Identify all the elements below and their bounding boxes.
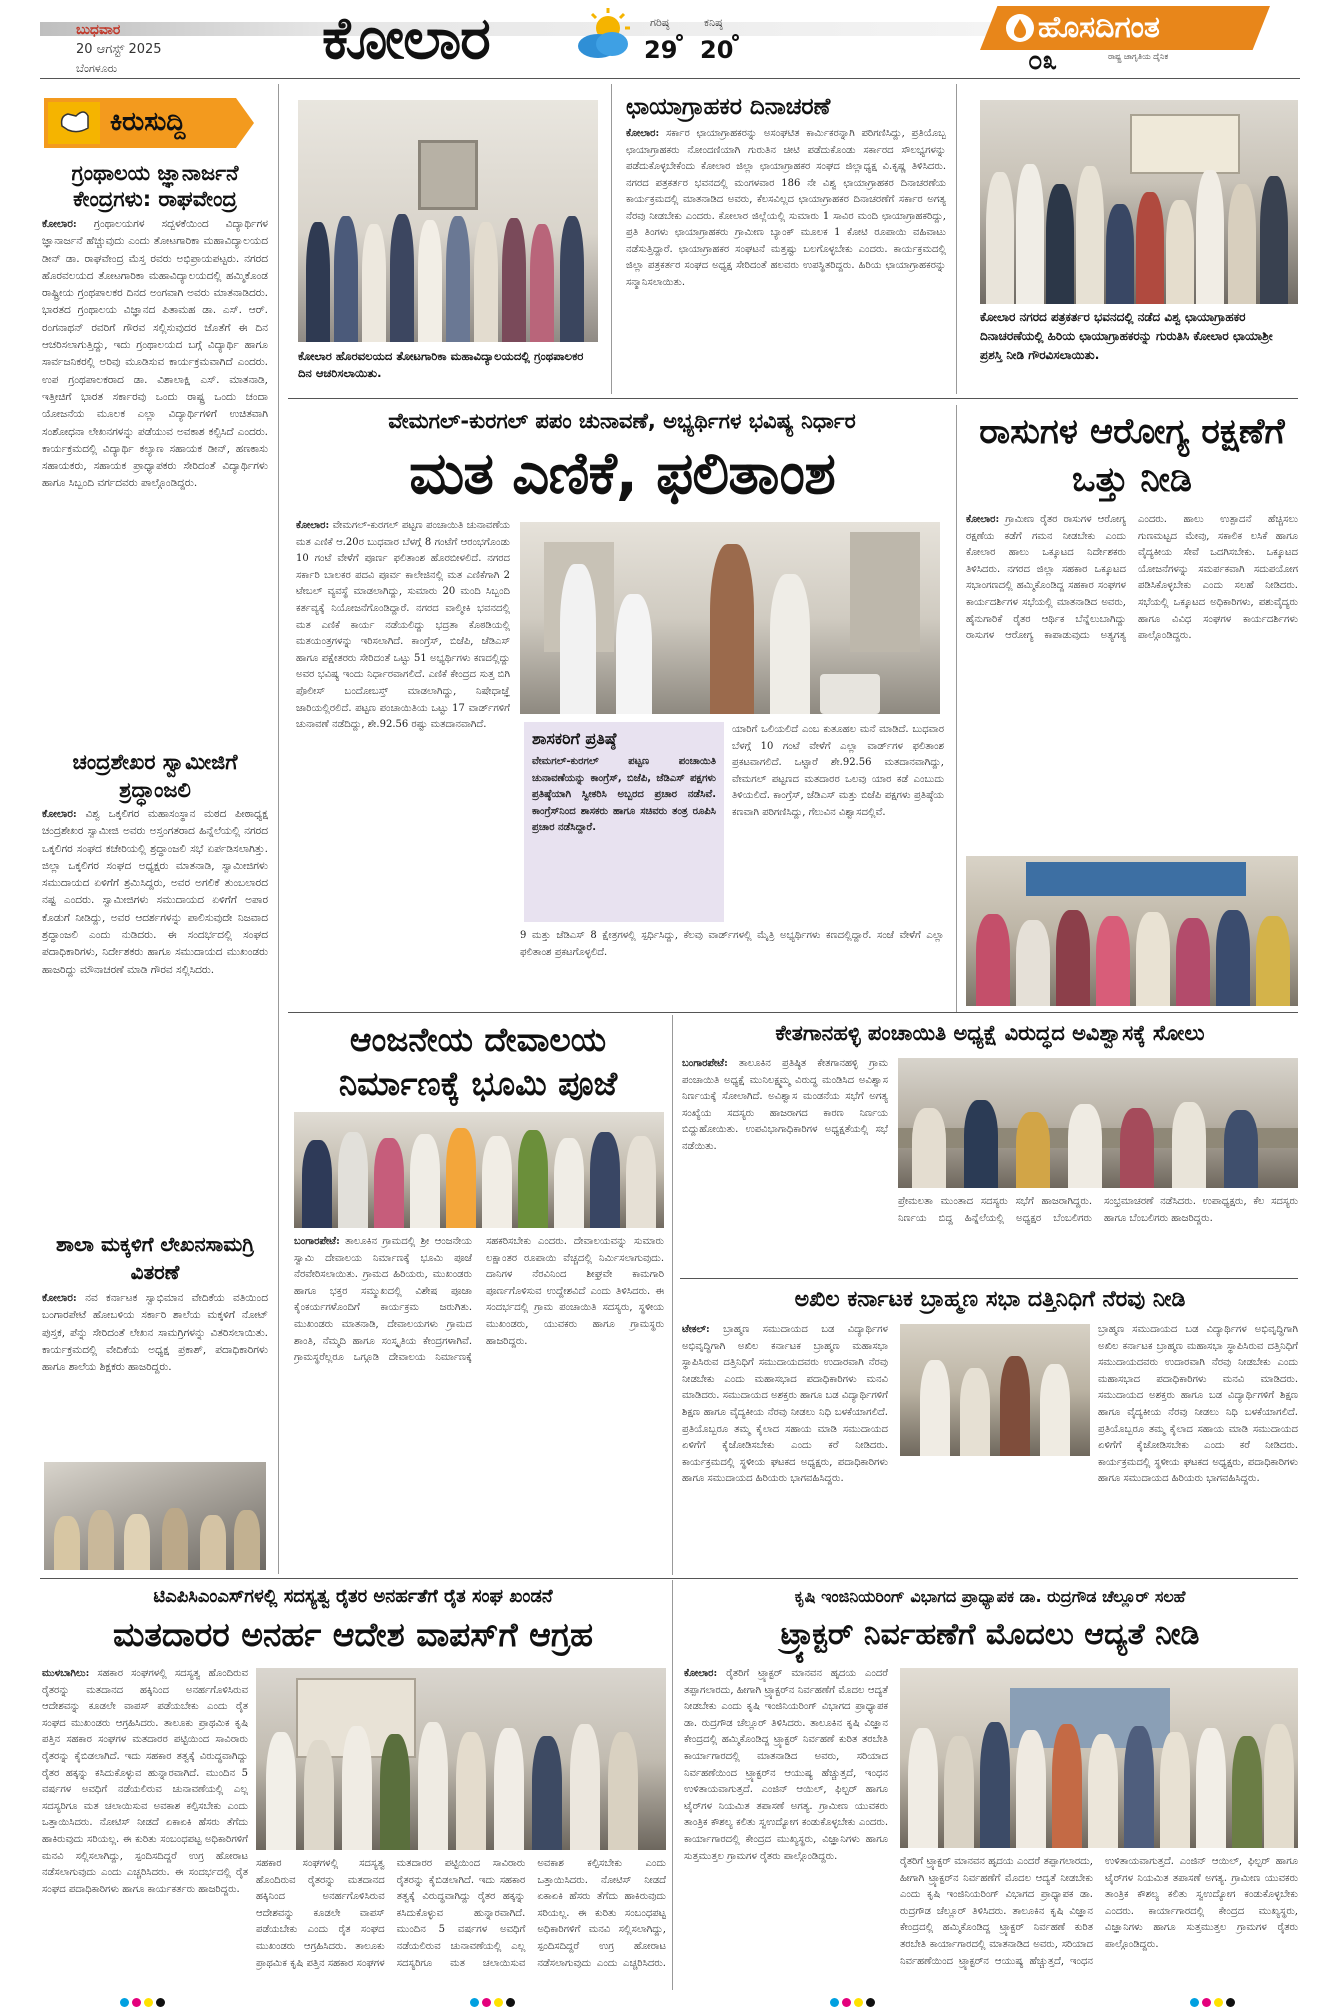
apmc-kicker: ಟಿಎಪಿಸಿಎಂಎಸ್‌ಗಳಲ್ಲಿ ಸದಸ್ಯತ್ವ ರೈತರ ಅನರ್ಹತೆಗೆ ರೈತ ಸಂಘ ಖಂಡನೆ xyxy=(153,1586,553,1607)
article-body: ಗ್ರಾಮೀಣ ರೈತರ ರಾಸುಗಳ ಆರೋಗ್ಯ ರಕ್ಷಣೆಯ ಕಡೆಗೆ ಗಮನ ನೀಡಬೇಕು ಎಂದು ಕೋಲಾರ ಹಾಲು ಒಕ್ಕೂಟದ ನಿರ್ದೇಶಕರು ತಿಳಿಸಿದರು. ನಗರದ ಜಿಲ್ಲಾ ಸಹಕಾರ ಒಕ್ಕೂಟದ ಸಭಾಂಗಣದಲ್ಲಿ ಹಮ್ಮಿಕೊಂಡಿದ್ದ ಸಹಕಾರ ಸಂಘಗಳ ಕಾರ್ಯದರ್ಶಿಗಳ ಸಭೆಯಲ್ಲಿ ಮಾತನಾಡಿದ ಅವರು, ಹೈನುಗಾರಿಕೆ ರೈತರ ಆರ್ಥಿಕ ಬೆನ್ನೆಲುಬಾಗಿದ್ದು ರಾಸುಗಳ ಆರೋಗ್ಯ ಕಾಪಾಡುವುದು ಅತ್ಯಗತ್ಯ ಎಂದರು. ಹಾಲು ಉತ್ಪಾದನೆ ಹೆಚ್ಚಿಸಲು ಗುಣಮಟ್ಟದ ಮೇವು, ಸಕಾಲಿಕ ಲಸಿಕೆ ಹಾಗೂ ವೈದ್ಯಕೀಯ ಸೇವೆ ಒದಗಿಸಬೇಕು. ಒಕ್ಕೂಟದ ಯೋಜನೆಗಳನ್ನು ಸಮರ್ಪಕವಾಗಿ ಸದುಪಯೋಗ ಪಡಿಸಿಕೊಳ್ಳಬೇಕು ಎಂದು ಸಲಹೆ ನೀಡಿದರು. ಸಭೆಯಲ್ಲಿ ಒಕ್ಕೂಟದ ಅಧಿಕಾರಿಗಳು, ಪಶುವೈದ್ಯರು ಹಾಗೂ ವಿವಿಧ ಸಂಘಗಳ ಕಾರ್ಯದರ್ಶಿಗಳು ಪಾಲ್ಗೊಂಡಿದ್ದರು. xyxy=(966,514,1298,642)
dateline: ಕೋಲಾರ: xyxy=(966,514,1000,525)
temp-min-degree xyxy=(732,34,739,41)
tractor-body xyxy=(684,1666,888,1984)
temp-min-label: ಕನಿಷ್ಠ xyxy=(704,16,723,29)
brahmin-body-right: ಬ್ರಾಹ್ಮಣ ಸಮುದಾಯದ ಬಡ ವಿದ್ಯಾರ್ಥಿಗಳ ಅಭಿವೃದ್ಧಿಗಾಗಿ ಅಖಿಲ ಕರ್ನಾಟಕ ಬ್ರಾಹ್ಮಣ ಮಹಾಸಭಾ ಸ್ಥಾಪಿಸಿರುವ ದತ್ತಿನಿಧಿಗೆ ಸಮುದಾಯದವರು ಉದಾರವಾಗಿ ನೆರವು ನೀಡಬೇಕು ಎಂದು ಮಹಾಸಭಾದ ಪದಾಧಿಕಾರಿಗಳು ಮನವಿ ಮಾಡಿದರು. ಸಮುದಾಯದ ಅಶಕ್ತರು ಹಾಗೂ ಬಡ ವಿದ್ಯಾರ್ಥಿಗಳಿಗೆ ಶಿಕ್ಷಣ ಹಾಗೂ ವೈದ್ಯಕೀಯ ನೆರವು ನೀಡಲು ನಿಧಿ ಬಳಕೆಯಾಗಲಿದೆ. ಪ್ರತಿಯೊಬ್ಬರೂ ತಮ್ಮ ಕೈಲಾದ ಸಹಾಯ ಮಾಡಿ ಸಮುದಾಯದ ಏಳಿಗೆಗೆ ಕೈಜೋಡಿಸಬೇಕು ಎಂದು ಕರೆ ನೀಡಿದರು. ಕಾರ್ಯಕ್ರಮದಲ್ಲಿ ಸ್ಥಳೀಯ ಘಟಕದ ಅಧ್ಯಕ್ಷರು, ಪದಾಧಿಕಾರಿಗಳು ಹಾಗೂ ಸಮುದಾಯದ ಹಿರಿಯರು ಭಾಗವಹಿಸಿದ್ದರು. xyxy=(1098,1324,1298,1485)
article-body: ತಾಲೂಕಿನ ಪ್ರತಿಷ್ಠಿತ ಕೇತಗಾನಹಳ್ಳಿ ಗ್ರಾಮ ಪಂಚಾಯಿತಿ ಅಧ್ಯಕ್ಷೆ ಮುನಿಲಕ್ಷ್ಮಮ್ಮ ವಿರುದ್ಧ ಮಂಡಿಸಿದ ಅವಿಶ್ವಾಸ ನಿರ್ಣಯಕ್ಕೆ ಸೋಲಾಗಿದೆ. ಅವಿಶ್ವಾಸ ಮಂಡನೆಯ ಸಭೆಗೆ ಅಗತ್ಯ ಸಂಖ್ಯೆಯ ಸದಸ್ಯರು ಹಾಜರಾಗದ ಕಾರಣ ನಿರ್ಣಯ ಬಿದ್ದುಹೋಯಿತು. ಉಪವಿಭಾಗಾಧಿಕಾರಿಗಳ ಅಧ್ಯಕ್ಷತೆಯಲ್ಲಿ ಸಭೆ ನಡೆಯಿತು. xyxy=(682,1058,888,1152)
tractor-headline: ಟ್ರ್ಯಾಕ್ಟರ್ ನಿರ್ವಹಣೆಗೆ ಮೊದಲು ಆದ್ಯತೆ ನೀಡಿ xyxy=(780,1617,1200,1652)
dateline: ಕೋಲಾರ: xyxy=(296,520,330,531)
kirusuddi-headline-2: ಚಂದ್ರಶೇಖರ ಸ್ವಾಮೀಜಿಗೆ ಶ್ರದ್ಧಾಂಜಲಿ xyxy=(72,750,238,802)
cattle-body xyxy=(966,512,1298,850)
registration-marks xyxy=(830,1992,878,2009)
article-body: ಸಹಕಾರ ಸಂಘಗಳಲ್ಲಿ ಸದಸ್ಯತ್ವ ಹೊಂದಿರುವ ರೈತರನ್ನು ಮತದಾನದ ಹಕ್ಕಿನಿಂದ ಅನರ್ಹಗೊಳಿಸಿರುವ ಆದೇಶವನ್ನು ಕೂಡಲೇ ವಾಪಸ್ ಪಡೆಯಬೇಕು ಎಂದು ರೈತ ಸಂಘದ ಮುಖಂಡರು ಆಗ್ರಹಿಸಿದರು. ತಾಲೂಕು ಪ್ರಾಥಮಿಕ ಕೃಷಿ ಪತ್ತಿನ ಸಹಕಾರ ಸಂಘಗಳ ಮತದಾರರ ಪಟ್ಟಿಯಿಂದ ಸಾವಿರಾರು ರೈತರನ್ನು ಕೈಬಿಡಲಾಗಿದೆ. ಇದು ಸಹಕಾರ ತತ್ವಕ್ಕೆ ವಿರುದ್ಧವಾಗಿದ್ದು ರೈತರ ಹಕ್ಕನ್ನು ಕಸಿದುಕೊಳ್ಳುವ ಹುನ್ನಾರವಾಗಿದೆ. ಮುಂದಿನ 5 ವರ್ಷಗಳ ಅವಧಿಗೆ ನಡೆಯಲಿರುವ ಚುನಾವಣೆಯಲ್ಲಿ ಎಲ್ಲ ಸದಸ್ಯರಿಗೂ ಮತ ಚಲಾಯಿಸುವ ಅವಕಾಶ ಕಲ್ಪಿಸಬೇಕು ಎಂದು ಒತ್ತಾಯಿಸಿದರು. ನೋಟಿಸ್ ನೀಡದೆ ಏಕಾಏಕಿ ಹೆಸರು ತೆಗೆದು ಹಾಕಿರುವುದು ಸರಿಯಲ್ಲ. ಈ ಕುರಿತು ಸಂಬಂಧಪಟ್ಟ ಅಧಿಕಾರಿಗಳಿಗೆ ಮನವಿ ಸಲ್ಲಿಸಲಾಗಿದ್ದು, ಸ್ಪಂದಿಸದಿದ್ದರೆ ಉಗ್ರ ಹೋರಾಟ ನಡೆಸಲಾಗುವುದು ಎಂದು ಎಚ್ಚರಿಸಿದರು. ಈ ಸಂದರ್ಭದಲ್ಲಿ ರೈತ ಸಂಘದ ಪದಾಧಿಕಾರಿಗಳು ಹಾಗೂ ಕಾರ್ಯಕರ್ತರು ಹಾಜರಿದ್ದರು. xyxy=(42,1668,248,1895)
photographer-photo xyxy=(980,100,1298,304)
kirusuddi-headline-1: ಗ್ರಂಥಾಲಯ ಜ್ಞಾನಾರ್ಜನೆ ಕೇಂದ್ರಗಳು: ರಾಘವೇಂದ್ರ xyxy=(71,161,239,211)
column-divider xyxy=(956,84,957,394)
article-body: ನವ ಕರ್ನಾಟಕ ಸ್ವಾಭಿಮಾನ ವೇದಿಕೆಯ ವತಿಯಿಂದ ಬಂಗಾರಪೇಟೆ ಹೋಬಳಿಯ ಸರ್ಕಾರಿ ಶಾಲೆಯ ಮಕ್ಕಳಿಗೆ ನೋಟ್ ಪುಸ್ತಕ, ಪೆನ್ನು ಸೇರಿದಂತೆ ಲೇಖನ ಸಾಮಗ್ರಿಗಳನ್ನು ವಿತರಿಸಲಾಯಿತು. ಕಾರ್ಯಕ್ರಮದಲ್ಲಿ ವೇದಿಕೆಯ ಅಧ್ಯಕ್ಷ ಪ್ರಕಾಶ್, ಪದಾಧಿಕಾರಿಗಳು ಹಾಗೂ ಶಾಲೆಯ ಶಿಕ್ಷಕರು ಹಾಜರಿದ್ದರು. xyxy=(42,1292,268,1374)
brand-block xyxy=(980,2,1270,76)
column-divider xyxy=(278,84,279,1574)
cattle-photo xyxy=(966,856,1298,1006)
kirusuddi-label: ಕಿರುಸುದ್ದಿ xyxy=(110,107,186,137)
dateline: ಕೋಲಾರ: xyxy=(626,128,660,139)
election-kicker: ವೇಮಗಲ್-ಕುರಗಲ್ ಪಪಂ ಚುನಾವಣೆ, ಅಭ್ಯರ್ಥಿಗಳ ಭವಿಷ್ಯ ನಿರ್ಧಾರ xyxy=(388,409,856,433)
section-rule xyxy=(680,1278,1298,1279)
apmc-body xyxy=(42,1666,248,1984)
panchayat-body xyxy=(682,1056,888,1274)
masthead-day: ಬುಧವಾರ xyxy=(76,22,121,38)
apmc-headline: ಮತದಾರರ ಅನರ್ಹ ಆದೇಶ ವಾಪಸ್‌ಗೆ ಆಗ್ರಹ xyxy=(112,1615,594,1654)
dateline: ಕೋಲಾರ: xyxy=(42,1292,77,1304)
election-body-bottom: 9 ಮತ್ತು ಜೆಡಿಎಸ್ 8 ಕ್ಷೇತ್ರಗಳಲ್ಲಿ ಸ್ಪರ್ಧಿಸಿದ್ದು, ಕೆಲವು ವಾರ್ಡ್‌ಗಳಲ್ಲಿ ಮೈತ್ರಿ ಅಭ್ಯರ್ಥಿಗಳು ಕಣದಲ್ಲಿದ್ದಾರೆ. ಸಂಜೆ ವೇಳೆಗೆ ಎಲ್ಲಾ ಫಲಿತಾಂಶ ಪ್ರಕಟಗೊಳ್ಳಲಿದೆ. xyxy=(520,930,944,958)
column-divider xyxy=(672,1015,673,1575)
dateline: ಕೋಲಾರ: xyxy=(42,218,77,230)
tractor-body-bottom: ರೈತರಿಗೆ ಟ್ರ್ಯಾಕ್ಟರ್ ಮಾನವನ ಹೃದಯ ಎಂದರೆ ತಪ್ಪಾಗಲಾರದು, ಹೀಗಾಗಿ ಟ್ರ್ಯಾಕ್ಟರ್‌ನ ನಿರ್ವಹಣೆಗೆ ಮೊದಲ ಆದ್ಯತೆ ನೀಡಬೇಕು ಎಂದು ಕೃಷಿ ಇಂಜಿನಿಯರಿಂಗ್ ವಿಭಾಗದ ಪ್ರಾಧ್ಯಾಪಕ ಡಾ. ರುದ್ರಗೌಡ ಚೆಲ್ಲೂರ್ ತಿಳಿಸಿದರು. ತಾಲೂಕಿನ ಕೃಷಿ ವಿಜ್ಞಾನ ಕೇಂದ್ರದಲ್ಲಿ ಹಮ್ಮಿಕೊಂಡಿದ್ದ ಟ್ರ್ಯಾಕ್ಟರ್ ನಿರ್ವಹಣೆ ಕುರಿತ ತರಬೇತಿ ಕಾರ್ಯಾಗಾರದಲ್ಲಿ ಮಾತನಾಡಿದ ಅವರು, ಸರಿಯಾದ ನಿರ್ವಹಣೆಯಿಂದ ಟ್ರ್ಯಾಕ್ಟರ್‌ನ ಆಯುಷ್ಯ ಹೆಚ್ಚುತ್ತದೆ, ಇಂಧನ ಉಳಿತಾಯವಾಗುತ್ತದೆ. ಎಂಜಿನ್ ಆಯಿಲ್, ಫಿಲ್ಟರ್ ಹಾಗೂ ಟೈರ್‌ಗಳ ನಿಯಮಿತ ತಪಾಸಣೆ ಅಗತ್ಯ. ಗ್ರಾಮೀಣ ಯುವಕರು ತಾಂತ್ರಿಕ ಕೌಶಲ್ಯ ಕಲಿತು ಸ್ವಉದ್ಯೋಗ ಕಂಡುಕೊಳ್ಳಬೇಕು ಎಂದರು. ಕಾರ್ಯಾಗಾರದಲ್ಲಿ ಕೇಂದ್ರದ ಮುಖ್ಯಸ್ಥರು, ವಿಜ್ಞಾನಿಗಳು ಹಾಗೂ ಸುತ್ತಮುತ್ತಲ ಗ್ರಾಮಗಳ ರೈತರು ಪಾಲ್ಗೊಂಡಿದ್ದರು. xyxy=(900,1856,1298,1967)
kirusuddi-badge xyxy=(40,92,258,154)
panchayat-headline: ಕೇತಗಾನಹಳ್ಳಿ ಪಂಚಾಯಿತಿ ಅಧ್ಯಕ್ಷೆ ವಿರುದ್ಧದ ಅವಿಶ್ವಾಸಕ್ಕೆ ಸೋಲು xyxy=(775,1021,1205,1045)
registration-marks xyxy=(470,1992,518,2009)
panchayat-photo xyxy=(898,1058,1298,1188)
page-title: ಕೋಲಾರ xyxy=(322,4,490,72)
dateline: ಕೋಲಾರ: xyxy=(684,1668,718,1679)
brahmin-body xyxy=(682,1322,888,1574)
masthead xyxy=(0,0,1338,78)
column-divider xyxy=(611,84,612,394)
temp-max: 29 xyxy=(644,36,678,64)
column-divider xyxy=(956,405,957,1013)
temp-max-degree xyxy=(676,34,683,41)
registration-marks xyxy=(120,1992,168,2009)
dateline: ಟೇಕಲ್: xyxy=(682,1324,710,1335)
election-body-right: ಯಾರಿಗೆ ಒಲಿಯಲಿದೆ ಎಂಬ ಕುತೂಹಲ ಮನೆ ಮಾಡಿದೆ. ಬುಧವಾರ ಬೆಳಗ್ಗೆ 10 ಗಂಟೆ ವೇಳೆಗೆ ಎಲ್ಲಾ ವಾರ್ಡ್‌ಗಳ ಫಲಿತಾಂಶ ಪ್ರಕಟವಾಗಲಿದೆ. ಒಟ್ಟಾರೆ ಶೇ.92.56 ಮತದಾನವಾಗಿದ್ದು, ವೇಮಗಲ್ ಪಟ್ಟಣದ ಮತದಾರರ ಒಲವು ಯಾರ ಕಡೆ ಎಂಬುದು ತಿಳಿಯಲಿದೆ. ಕಾಂಗ್ರೆಸ್, ಜೆಡಿಎಸ್ ಮತ್ತು ಬಿಜೆಪಿ ಪಕ್ಷಗಳು ಪ್ರತಿಷ್ಠೆಯ ಕಣವಾಗಿ ಪರಿಗಣಿಸಿದ್ದು, ಗೆಲುವಿನ ವಿಶ್ವಾಸದಲ್ಲಿವೆ. xyxy=(732,724,944,818)
section-rule xyxy=(288,1012,1298,1013)
photographer-body xyxy=(626,126,946,392)
temp-min: 20 xyxy=(700,36,734,64)
students-photo xyxy=(44,1462,266,1570)
section-rule xyxy=(288,398,1298,399)
temple-headline: ಆಂಜನೇಯ ದೇವಾಲಯ ನಿರ್ಮಾಣಕ್ಕೆ ಭೂಮಿ ಪೂಜೆ xyxy=(338,1020,618,1103)
tractor-photo xyxy=(900,1668,1298,1848)
weather-icon xyxy=(572,6,636,64)
tractor-kicker: ಕೃಷಿ ಇಂಜಿನಿಯರಿಂಗ್ ವಿಭಾಗದ ಪ್ರಾಧ್ಯಾಪಕ ಡಾ. ರುದ್ರಗೌಡ ಚೆಲ್ಲೂರ್ ಸಲಹೆ xyxy=(794,1587,1186,1606)
kirusuddi-body-1 xyxy=(42,216,268,736)
article-body: ತಾಲೂಕಿನ ಗ್ರಾಮದಲ್ಲಿ ಶ್ರೀ ಆಂಜನೇಯ ಸ್ವಾಮಿ ದೇವಾಲಯ ನಿರ್ಮಾಣಕ್ಕೆ ಭೂಮಿ ಪೂಜೆ ನೆರವೇರಿಸಲಾಯಿತು. ಗ್ರಾಮದ ಹಿರಿಯರು, ಮುಖಂಡರು ಹಾಗೂ ಭಕ್ತರ ಸಮ್ಮುಖದಲ್ಲಿ ವಿಶೇಷ ಪೂಜಾ ಕೈಂಕರ್ಯಗಳೊಂದಿಗೆ ಕಾರ್ಯಕ್ರಮ ಜರುಗಿತು. ಮುಖಂಡರು ಮಾತನಾಡಿ, ದೇವಾಲಯಗಳು ಗ್ರಾಮದ ಶಾಂತಿ, ನೆಮ್ಮದಿ ಹಾಗೂ ಸಂಸ್ಕೃತಿಯ ಕೇಂದ್ರಗಳಾಗಿವೆ. ಗ್ರಾಮಸ್ಥರೆಲ್ಲರೂ ಒಗ್ಗೂಡಿ ದೇವಾಲಯ ನಿರ್ಮಾಣಕ್ಕೆ ಸಹಕರಿಸಬೇಕು ಎಂದರು. ದೇವಾಲಯವನ್ನು ಸುಮಾರು ಲಕ್ಷಾಂತರ ರೂಪಾಯಿ ವೆಚ್ಚದಲ್ಲಿ ನಿರ್ಮಿಸಲಾಗುವುದು. ದಾನಿಗಳ ನೆರವಿನಿಂದ ಶೀಘ್ರವೇ ಕಾಮಗಾರಿ ಪೂರ್ಣಗೊಳಿಸುವ ಉದ್ದೇಶವಿದೆ ಎಂದು ತಿಳಿಸಿದರು. ಈ ಸಂದರ್ಭದಲ್ಲಿ ಗ್ರಾಮ ಪಂಚಾಯಿತಿ ಸದಸ್ಯರು, ಸ್ಥಳೀಯ ಮುಖಂಡರು, ಯುವಕರು ಹಾಗೂ ಗ್ರಾಮಸ್ಥರು ಹಾಜರಿದ್ದರು. xyxy=(294,1236,664,1364)
page-number: ೦೩ xyxy=(1028,46,1058,76)
election-headline: ಮತ ಎಣಿಕೆ, ಫಲಿತಾಂಶ xyxy=(409,439,835,507)
column-divider xyxy=(672,1580,673,1990)
article-body: ವೇಮಗಲ್-ಕುರಗಲ್ ಪಟ್ಟಣ ಪಂಚಾಯಿತಿ ಚುನಾವಣೆಯ ಮತ ಎಣಿಕೆ ಆ.20ರ ಬುಧವಾರ ಬೆಳಗ್ಗೆ 8 ಗಂಟೆಗೆ ಆರಂಭಗೊಂಡು 10 ಗಂಟೆ ವೇಳೆಗೆ ಪೂರ್ಣ ಫಲಿತಾಂಶ ಹೊರಬೀಳಲಿದೆ. ನಗರದ ಸರ್ಕಾರಿ ಬಾಲಕರ ಪದವಿ ಪೂರ್ವ ಕಾಲೇಜಿನಲ್ಲಿ ಮತ ಎಣಿಕೆಗಾಗಿ 2 ಟೇಬಲ್ ವ್ಯವಸ್ಥೆ ಮಾಡಲಾಗಿದ್ದು, ಸುಮಾರು 20 ಮಂದಿ ಸಿಬ್ಬಂದಿ ಕರ್ತವ್ಯಕ್ಕೆ ನಿಯೋಜನೆಗೊಂಡಿದ್ದಾರೆ. ನಗರದ ವಾಲ್ಮೀಕಿ ಭವನದಲ್ಲಿ ಮತ ಎಣಿಕೆ ಕಾರ್ಯ ನಡೆಯಲಿದ್ದು ಭದ್ರತಾ ಕೊಠಡಿಯಲ್ಲಿ ಮತಯಂತ್ರಗಳನ್ನು ಇರಿಸಲಾಗಿದೆ. ಕಾಂಗ್ರೆಸ್, ಬಿಜೆಪಿ, ಜೆಡಿಎಸ್ ಹಾಗೂ ಪಕ್ಷೇತರರು ಸೇರಿದಂತೆ ಒಟ್ಟು 51 ಅಭ್ಯರ್ಥಿಗಳು ಕಣದಲ್ಲಿದ್ದು ಅವರ ಭವಿಷ್ಯ ಇಂದು ನಿರ್ಧಾರವಾಗಲಿದೆ. ಎಣಿಕೆ ಕೇಂದ್ರದ ಸುತ್ತ ಬಿಗಿ ಪೊಲೀಸ್ ಬಂದೋಬಸ್ತ್ ಮಾಡಲಾಗಿದ್ದು, ನಿಷೇಧಾಜ್ಞೆ ಜಾರಿಯಲ್ಲಿರಲಿದೆ. ಪಟ್ಟಣ ಪಂಚಾಯಿತಿಯ ಒಟ್ಟು 17 ವಾರ್ಡ್‌ಗಳಿಗೆ ಚುನಾವಣೆ ನಡೆದಿದ್ದು, ಶೇ.92.56 ರಷ್ಟು ಮತದಾನವಾಗಿದೆ. xyxy=(296,520,510,731)
photographer-headline: ಛಾಯಾಗ್ರಾಹಕರ ದಿನಾಚರಣೆ xyxy=(626,94,831,120)
masthead-bar xyxy=(40,22,1000,36)
brand-logo-icon xyxy=(1006,14,1034,42)
brand-tagline: ರಾಷ್ಟ್ರ ಜಾಗೃತಿಯ ದೈನಿಕ xyxy=(1108,52,1169,61)
photographer-photo-caption: ಕೋಲಾರ ನಗರದ ಪತ್ರಕರ್ತರ ಭವನದಲ್ಲಿ ನಡೆದ ವಿಶ್ವ ಛಾಯಾಗ್ರಾಹಕರ ದಿನಾಚರಣೆಯಲ್ಲಿ ಹಿರಿಯ ಛಾಯಾಗ್ರಾಹಕರನ್ನು ಗುರುತಿಸಿ ಕೋಲಾರ ಛಾಯಾಶ್ರೀ ಪ್ರಶಸ್ತಿ ನೀಡಿ ಗೌರವಿಸಲಾಯಿತು. xyxy=(980,310,1273,362)
brahmin-headline: ಅಖಿಲ ಕರ್ನಾಟಕ ಬ್ರಾಹ್ಮಣ ಸಭಾ ದತ್ತಿನಿಧಿಗೆ ನೆರವು ನೀಡಿ xyxy=(794,1287,1186,1312)
article-body: ಬ್ರಾಹ್ಮಣ ಸಮುದಾಯದ ಬಡ ವಿದ್ಯಾರ್ಥಿಗಳ ಅಭಿವೃದ್ಧಿಗಾಗಿ ಅಖಿಲ ಕರ್ನಾಟಕ ಬ್ರಾಹ್ಮಣ ಮಹಾಸಭಾ ಸ್ಥಾಪಿಸಿರುವ ದತ್ತಿನಿಧಿಗೆ ಸಮುದಾಯದವರು ಉದಾರವಾಗಿ ನೆರವು ನೀಡಬೇಕು ಎಂದು ಮಹಾಸಭಾದ ಪದಾಧಿಕಾರಿಗಳು ಮನವಿ ಮಾಡಿದರು. ಸಮುದಾಯದ ಅಶಕ್ತರು ಹಾಗೂ ಬಡ ವಿದ್ಯಾರ್ಥಿಗಳಿಗೆ ಶಿಕ್ಷಣ ಹಾಗೂ ವೈದ್ಯಕೀಯ ನೆರವು ನೀಡಲು ನಿಧಿ ಬಳಕೆಯಾಗಲಿದೆ. ಪ್ರತಿಯೊಬ್ಬರೂ ತಮ್ಮ ಕೈಲಾದ ಸಹಾಯ ಮಾಡಿ ಸಮುದಾಯದ ಏಳಿಗೆಗೆ ಕೈಜೋಡಿಸಬೇಕು ಎಂದು ಕರೆ ನೀಡಿದರು. ಕಾರ್ಯಕ್ರಮದಲ್ಲಿ ಸ್ಥಳೀಯ ಘಟಕದ ಅಧ್ಯಕ್ಷರು, ಪದಾಧಿಕಾರಿಗಳು ಹಾಗೂ ಸಮುದಾಯದ ಹಿರಿಯರು ಭಾಗವಹಿಸಿದ್ದರು. xyxy=(682,1324,888,1485)
article-body: ಗ್ರಂಥಾಲಯಗಳ ಸದ್ಬಳಕೆಯಿಂದ ವಿದ್ಯಾರ್ಥಿಗಳ ಜ್ಞಾನಾರ್ಜನೆ ಹೆಚ್ಚುವುದು ಎಂದು ತೋಟಗಾರಿಕಾ ಮಹಾವಿದ್ಯಾಲಯದ ಡೀನ್ ಡಾ. ರಾಘವೇಂದ್ರ ಮೆಸ್ತ ರವರು ಅಭಿಪ್ರಾಯಪಟ್ಟರು. ನಗರದ ಹೊರವಲಯದ ತೋಟಗಾರಿಕಾ ಮಹಾವಿದ್ಯಾಲಯದಲ್ಲಿ ಹಮ್ಮಿಕೊಂಡ ರಾಷ್ಟ್ರೀಯ ಗ್ರಂಥಪಾಲಕರ ದಿನದ ಅಂಗವಾಗಿ ಅವರು ಮಾತನಾಡಿದರು. ಭಾರತದ ಗ್ರಂಥಾಲಯ ವಿಜ್ಞಾನದ ಪಿತಾಮಹ ಡಾ. ಎಸ್. ಆರ್. ರಂಗನಾಥನ್ ರವರಿಗೆ ಗೌರವ ಸಲ್ಲಿಸುವುದರ ಜೊತೆಗೆ ಈ ದಿನ ಆಚರಿಸಲಾಗುತ್ತಿದ್ದು, ಇದು ಗ್ರಂಥಾಲಯದ ಬಗ್ಗೆ ವಿದ್ಯಾರ್ಥಿ ಹಾಗೂ ಸಾರ್ವಜನಿಕರಲ್ಲಿ ಅರಿವು ಮೂಡಿಸುವ ಕಾರ್ಯಕ್ರಮವಾಗಿದೆ ಎಂದರು. ಉಪ ಗ್ರಂಥಪಾಲಕರಾದ ಡಾ. ವಿಶಾಲಾಕ್ಷಿ ಎಸ್. ಮಾತನಾಡಿ, ಇತ್ತೀಚಿಗೆ ಭಾರತ ಸರ್ಕಾರವು ಒಂದು ರಾಷ್ಟ್ರ ಒಂದು ಚಂದಾ ಯೋಜನೆಯ ಮೂಲಕ ಎಲ್ಲಾ ವಿದ್ಯಾರ್ಥಿಗಳಿಗೆ ಉಚಿತವಾಗಿ ಸಂಶೋಧನಾ ಲೇಖನಗಳನ್ನು ಪಡೆಯುವ ಅವಕಾಶ ಕಲ್ಪಿಸಿದೆ ಎಂದರು. ಕಾರ್ಯಕ್ರಮದಲ್ಲಿ ವಿದ್ಯಾರ್ಥಿ ಕಲ್ಯಾಣ ಸಹಾಯಕ ಡೀನ್, ಹಣಕಾಸು ಸಹಾಯಕರು, ಸಹಾಯಕ ಪ್ರಾಧ್ಯಾಪಕರು ಸೇರಿದಂತೆ ವಿದ್ಯಾರ್ಥಿಗಳು ಹಾಗೂ ಸಿಬ್ಬಂದಿ ವರ್ಗದವರು ಪಾಲ್ಗೊಂಡಿದ್ದರು. xyxy=(42,218,268,490)
dateline: ಮುಳಬಾಗಿಲು: xyxy=(42,1668,90,1679)
kirusuddi-headline-3: ಶಾಲಾ ಮಕ್ಕಳಿಗೆ ಲೇಖನಸಾಮಗ್ರಿ ವಿತರಣೆ xyxy=(55,1232,255,1284)
masthead-date: 20 ಆಗಸ್ಟ್ 2025 xyxy=(76,42,162,57)
dateline: ಬಂಗಾರಪೇಟೆ: xyxy=(682,1058,728,1069)
dateline: ಕೋಲಾರ: xyxy=(42,808,77,820)
brahmin-photo xyxy=(900,1324,1090,1456)
election-side-box xyxy=(524,722,724,922)
article-body: ರೈತರಿಗೆ ಟ್ರ್ಯಾಕ್ಟರ್ ಮಾನವನ ಹೃದಯ ಎಂದರೆ ತಪ್ಪಾಗಲಾರದು, ಹೀಗಾಗಿ ಟ್ರ್ಯಾಕ್ಟರ್‌ನ ನಿರ್ವಹಣೆಗೆ ಮೊದಲ ಆದ್ಯತೆ ನೀಡಬೇಕು ಎಂದು ಕೃಷಿ ಇಂಜಿನಿಯರಿಂಗ್ ವಿಭಾಗದ ಪ್ರಾಧ್ಯಾಪಕ ಡಾ. ರುದ್ರಗೌಡ ಚೆಲ್ಲೂರ್ ತಿಳಿಸಿದರು. ತಾಲೂಕಿನ ಕೃಷಿ ವಿಜ್ಞಾನ ಕೇಂದ್ರದಲ್ಲಿ ಹಮ್ಮಿಕೊಂಡಿದ್ದ ಟ್ರ್ಯಾಕ್ಟರ್ ನಿರ್ವಹಣೆ ಕುರಿತ ತರಬೇತಿ ಕಾರ್ಯಾಗಾರದಲ್ಲಿ ಮಾತನಾಡಿದ ಅವರು, ಸರಿಯಾದ ನಿರ್ವಹಣೆಯಿಂದ ಟ್ರ್ಯಾಕ್ಟರ್‌ನ ಆಯುಷ್ಯ ಹೆಚ್ಚುತ್ತದೆ, ಇಂಧನ ಉಳಿತಾಯವಾಗುತ್ತದೆ. ಎಂಜಿನ್ ಆಯಿಲ್, ಫಿಲ್ಟರ್ ಹಾಗೂ ಟೈರ್‌ಗಳ ನಿಯಮಿತ ತಪಾಸಣೆ ಅಗತ್ಯ. ಗ್ರಾಮೀಣ ಯುವಕರು ತಾಂತ್ರಿಕ ಕೌಶಲ್ಯ ಕಲಿತು ಸ್ವಉದ್ಯೋಗ ಕಂಡುಕೊಳ್ಳಬೇಕು ಎಂದರು. ಕಾರ್ಯಾಗಾರದಲ್ಲಿ ಕೇಂದ್ರದ ಮುಖ್ಯಸ್ಥರು, ವಿಜ್ಞಾನಿಗಳು ಹಾಗೂ ಸುತ್ತಮುತ್ತಲ ಗ್ರಾಮಗಳ ರೈತರು ಪಾಲ್ಗೊಂಡಿದ್ದರು. xyxy=(684,1668,888,1862)
election-body-left xyxy=(296,518,510,1014)
apmc-body-bottom: ಸಹಕಾರ ಸಂಘಗಳಲ್ಲಿ ಸದಸ್ಯತ್ವ ಹೊಂದಿರುವ ರೈತರನ್ನು ಮತದಾನದ ಹಕ್ಕಿನಿಂದ ಅನರ್ಹಗೊಳಿಸಿರುವ ಆದೇಶವನ್ನು ಕೂಡಲೇ ವಾಪಸ್ ಪಡೆಯಬೇಕು ಎಂದು ರೈತ ಸಂಘದ ಮುಖಂಡರು ಆಗ್ರಹಿಸಿದರು. ತಾಲೂಕು ಪ್ರಾಥಮಿಕ ಕೃಷಿ ಪತ್ತಿನ ಸಹಕಾರ ಸಂಘಗಳ ಮತದಾರರ ಪಟ್ಟಿಯಿಂದ ಸಾವಿರಾರು ರೈತರನ್ನು ಕೈಬಿಡಲಾಗಿದೆ. ಇದು ಸಹಕಾರ ತತ್ವಕ್ಕೆ ವಿರುದ್ಧವಾಗಿದ್ದು ರೈತರ ಹಕ್ಕನ್ನು ಕಸಿದುಕೊಳ್ಳುವ ಹುನ್ನಾರವಾಗಿದೆ. ಮುಂದಿನ 5 ವರ್ಷಗಳ ಅವಧಿಗೆ ನಡೆಯಲಿರುವ ಚುನಾವಣೆಯಲ್ಲಿ ಎಲ್ಲ ಸದಸ್ಯರಿಗೂ ಮತ ಚಲಾಯಿಸುವ ಅವಕಾಶ ಕಲ್ಪಿಸಬೇಕು ಎಂದು ಒತ್ತಾಯಿಸಿದರು. ನೋಟಿಸ್ ನೀಡದೆ ಏಕಾಏಕಿ ಹೆಸರು ತೆಗೆದು ಹಾಕಿರುವುದು ಸರಿಯಲ್ಲ. ಈ ಕುರಿತು ಸಂಬಂಧಪಟ್ಟ ಅಧಿಕಾರಿಗಳಿಗೆ ಮನವಿ ಸಲ್ಲಿಸಲಾಗಿದ್ದು, ಸ್ಪಂದಿಸದಿದ್ದರೆ ಉಗ್ರ ಹೋರಾಟ ನಡೆಸಲಾಗುವುದು ಎಂದು ಎಚ್ಚರಿಸಿದರು. xyxy=(256,1858,666,1969)
registration-marks xyxy=(1190,1992,1238,2009)
library-photo xyxy=(298,100,598,342)
article-body: ಸರ್ಕಾರ ಛಾಯಾಗ್ರಾಹಕರನ್ನು ಅಸಂಘಟಿತ ಕಾರ್ಮಿಕರನ್ನಾಗಿ ಪರಿಗಣಿಸಿದ್ದು, ಪ್ರತಿಯೊಬ್ಬ ಛಾಯಾಗ್ರಾಹಕರು ನೋಂದಣಿಯಾಗಿ ಗುರುತಿನ ಚೀಟಿ ಪಡೆದುಕೊಂಡು ಸರ್ಕಾರದ ಸೌಲಭ್ಯಗಳನ್ನು ಪಡೆದುಕೊಳ್ಳಬೇಕೆಂದು ಕೋಲಾರ ಜಿಲ್ಲಾ ಛಾಯಾಗ್ರಾಹಕರ ಸಂಘದ ಜಿಲ್ಲಾಧ್ಯಕ್ಷ ವಿ.ಕೃಷ್ಣ ತಿಳಿಸಿದರು. ನಗರದ ಪತ್ರಕರ್ತರ ಭವನದಲ್ಲಿ ಮಂಗಳವಾರ 186 ನೇ ವಿಶ್ವ ಛಾಯಾಗ್ರಾಹಕರ ದಿನಾಚರಣೆಯ ಕಾರ್ಯಕ್ರಮದಲ್ಲಿ ಮಾತನಾಡಿದ ಅವರು, ಕೆಲಸವಿಲ್ಲದ ಛಾಯಾಗ್ರಾಹಕರ ದಿನಾಚರಣೆಗೆ ಸರ್ಕಾರ ಅಗತ್ಯ ನೆರವು ನೀಡಬೇಕು ಎಂದರು. ಕೋಲಾರ ಜಿಲ್ಲೆಯಲ್ಲಿ ಸುಮಾರು 1 ಸಾವಿರ ಮಂದಿ ಛಾಯಾಗ್ರಾಹಕರಿದ್ದು, ಪ್ರತಿ ತಿಂಗಳು ಛಾಯಾಗ್ರಾಹಕರು ಗ್ರಾಮೀಣ ಬ್ಯಾಂಕ್ ಮೂಲಕ 1 ಕೋಟಿ ರೂಪಾಯಿ ವಹಿವಾಟು ನಡೆಸುತ್ತಿದ್ದಾರೆ. ಛಾಯಾಗ್ರಾಹಕರ ಸಂಘಟನೆ ಮತ್ತಷ್ಟು ಬಲಗೊಳ್ಳಬೇಕು ಎಂದರು. ಕಾರ್ಯಕ್ರಮದಲ್ಲಿ ಜಿಲ್ಲಾ ಪತ್ರಕರ್ತರ ಸಂಘದ ಅಧ್ಯಕ್ಷ ಸೇರಿದಂತೆ ಹಲವರು ಉಪಸ್ಥಿತರಿದ್ದರು. ಹಿರಿಯ ಛಾಯಾಗ್ರಾಹಕರನ್ನು ಸನ್ಮಾನಿಸಲಾಯಿತು. xyxy=(626,128,946,288)
side-box-body: ವೇಮಗಲ್-ಕುರಗಲ್ ಪಟ್ಟಣ ಪಂಚಾಯಿತಿ ಚುನಾವಣೆಯನ್ನು ಕಾಂಗ್ರೆಸ್, ಬಿಜೆಪಿ, ಜೆಡಿಎಸ್ ಪಕ್ಷಗಳು ಪ್ರತಿಷ್ಠೆಯಾಗಿ ಸ್ವೀಕರಿಸಿ ಅಬ್ಬರದ ಪ್ರಚಾರ ನಡೆಸಿವೆ. ಕಾಂಗ್ರೆಸ್‌ನಿಂದ ಶಾಸಕರು ಹಾಗೂ ಸಚಿವರು ತಂತ್ರ ರೂಪಿಸಿ ಪ್ರಚಾರ ನಡೆಸಿದ್ದಾರೆ. xyxy=(532,756,716,833)
temp-max-label: ಗರಿಷ್ಠ xyxy=(650,16,670,29)
masthead-city: ಬೆಂಗಳೂರು xyxy=(76,62,118,75)
brand-name: ಹೊಸದಿಗಂತ xyxy=(1038,10,1160,45)
library-photo-caption: ಕೋಲಾರ ಹೊರವಲಯದ ತೋಟಗಾರಿಕಾ ಮಹಾವಿದ್ಯಾಲಯದಲ್ಲಿ ಗ್ರಂಥಪಾಲಕರ ದಿನ ಆಚರಿಸಲಾಯಿತು. xyxy=(298,349,584,380)
section-rule xyxy=(40,1578,1298,1579)
temple-body xyxy=(294,1234,664,1574)
article-body: ವಿಶ್ವ ಒಕ್ಕಲಿಗರ ಮಹಾಸಂಸ್ಥಾನ ಮಠದ ಪೀಠಾಧ್ಯಕ್ಷ ಚಂದ್ರಶೇಖರ ಸ್ವಾಮೀಜಿ ಅವರು ಅಸ್ತಂಗತರಾದ ಹಿನ್ನೆಲೆಯಲ್ಲಿ ನಗರದ ಒಕ್ಕಲಿಗರ ಸಂಘದ ಕಚೇರಿಯಲ್ಲಿ ಶ್ರದ್ಧಾಂಜಲಿ ಸಭೆ ಏರ್ಪಡಿಸಲಾಗಿತ್ತು. ಜಿಲ್ಲಾ ಒಕ್ಕಲಿಗರ ಸಂಘದ ಅಧ್ಯಕ್ಷರು ಮಾತನಾಡಿ, ಸ್ವಾಮೀಜಿಗಳು ಸಮುದಾಯದ ಏಳಿಗೆಗೆ ಶ್ರಮಿಸಿದ್ದರು, ಅವರ ಅಗಲಿಕೆ ತುಂಬಲಾರದ ನಷ್ಟ ಎಂದರು. ಸ್ವಾಮೀಜಿಗಳು ಸಮುದಾಯದ ಏಳಿಗೆಗೆ ಅಪಾರ ಕೊಡುಗೆ ನೀಡಿದ್ದು, ಅವರ ಆದರ್ಶಗಳನ್ನು ಪಾಲಿಸುವುದೇ ನಿಜವಾದ ಶ್ರದ್ಧಾಂಜಲಿ ಎಂದು ನುಡಿದರು. ಈ ಸಂದರ್ಭದಲ್ಲಿ ಸಂಘದ ಪದಾಧಿಕಾರಿಗಳು, ನಿರ್ದೇಶಕರು ಹಾಗೂ ಸಮುದಾಯದ ಮುಖಂಡರು ಹಾಜರಿದ್ದು ಮೌನಾಚರಣೆ ಮಾಡಿ ಗೌರವ ಸಲ್ಲಿಸಿದರು. xyxy=(42,808,268,976)
side-box-title: ಶಾಸಕರಿಗೆ ಪ್ರತಿಷ್ಠೆ xyxy=(532,729,617,748)
election-photo xyxy=(520,522,940,714)
cattle-headline: ರಾಸುಗಳ ಆರೋಗ್ಯ ರಕ್ಷಣೆಗೆ ಒತ್ತು ನೀಡಿ xyxy=(979,412,1285,500)
apmc-photo xyxy=(256,1668,666,1850)
kirusuddi-body-3 xyxy=(42,1290,268,1460)
panchayat-caption: ಪ್ರೇಮಲತಾ ಮುಂತಾದ ಸದಸ್ಯರು ಸಭೆಗೆ ಹಾಜರಾಗಿದ್ದರು. ನಿರ್ಣಯ ಬಿದ್ದ ಹಿನ್ನೆಲೆಯಲ್ಲಿ ಅಧ್ಯಕ್ಷರ ಬೆಂಬಲಿಗರು ಸಂಭ್ರಮಾಚರಣೆ ನಡೆಸಿದರು. ಉಪಾಧ್ಯಕ್ಷರು, ಕೆಲ ಸದಸ್ಯರು ಹಾಗೂ ಬೆಂಬಲಿಗರು ಹಾಜರಿದ್ದರು. xyxy=(898,1196,1298,1224)
dateline: ಬಂಗಾರಪೇಟೆ: xyxy=(294,1236,340,1247)
masthead-rule xyxy=(40,78,1300,79)
temple-photo xyxy=(294,1112,664,1228)
